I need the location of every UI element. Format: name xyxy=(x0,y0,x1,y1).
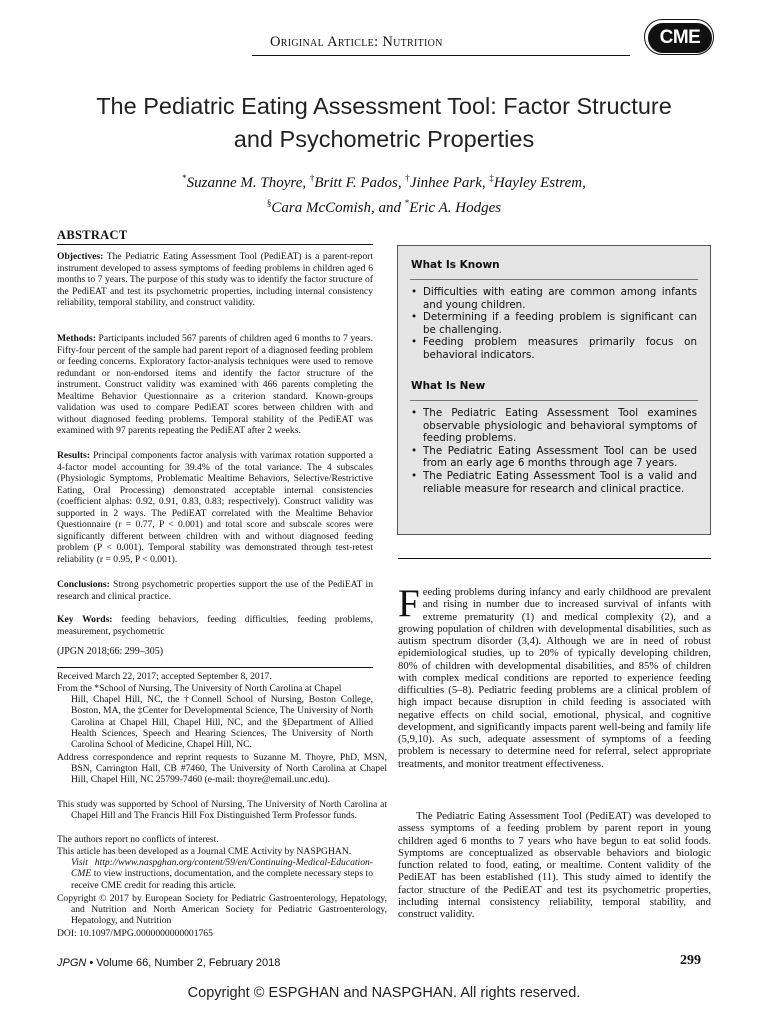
received-date: Received March 22, 2017; accepted September 8, 2017. xyxy=(57,671,272,682)
objectives-label: Objectives: xyxy=(57,251,104,262)
known-rule xyxy=(410,279,698,280)
author-list xyxy=(40,168,728,218)
author-name: Britt F. Pados, xyxy=(314,175,406,191)
correspondence-address: Address correspondence and reprint requests to Suzanne M. Thoyre, PhD, MSN, BSN, Carrington Hall, CB #7460, The University of North Carolina at Chapel Hill, Chapel Hill, NC 25799-7460 (e-mail: thoyre@email.unc.edu). xyxy=(57,752,387,786)
author-name: Jinhee Park, xyxy=(409,175,490,191)
title-line-1: The Pediatric Eating Assessment Tool: Factor Structure xyxy=(96,93,672,119)
copyright-banner: Copyright © ESPGHAN and NASPGHAN. All rights reserved. xyxy=(187,985,581,1001)
what-is-known-heading: What Is Known xyxy=(411,259,500,271)
copyright-statement: Copyright © 2017 by European Society for Pediatric Gastroenterology, Hepatology, and Nutrition and North American Society for Pediatric Gastroenterology, Hepatology, and Nutrition xyxy=(57,893,387,927)
what-is-new-heading: What Is New xyxy=(411,380,486,392)
footnote-rule xyxy=(57,667,373,668)
affiliations-rest: Hill, Chapel Hill, NC, the †Connell School of Nursing, Boston College, Boston, MA, the ‡Center for Developmental Science, The University of North Carolina at Chapel Hill, Chapel Hill, NC, and the §Department of Allied Health Sciences, Speech and Hearing Sciences, The University of North Carolina School of Medicine, Chapel Hill, NC. xyxy=(71,694,373,751)
conflicts-statement: The authors report no conflicts of interest. xyxy=(57,834,219,845)
conclusions-label: Conclusions: xyxy=(57,579,110,590)
cme-note-rest xyxy=(57,857,373,891)
journal-abbrev: JPGN xyxy=(57,957,87,969)
cme-note-first: This article has been developed as a Journal CME Activity by NASPGHAN. xyxy=(57,846,352,857)
affiliation-mark: † xyxy=(405,173,410,183)
what-is-known-list xyxy=(411,286,697,362)
affiliation-mark: * xyxy=(182,173,187,183)
body-rule xyxy=(398,558,711,559)
abstract-conclusions xyxy=(57,579,373,602)
objectives-text: The Pediatric Eating Assessment Tool (PediEAT) is a parent-report instrument developed to assess symptoms of feeding problems in children aged 6 months to 7 years. The purpose of this study was to identify the factor structure of the PediEAT and test its psychometric properties, including internal consistency reliability, temporal stability, and construct validity. xyxy=(57,251,373,309)
cme-link[interactable]: Visit http://www.naspghan.org/content/59/en/Continuing-Medical-Education-CME xyxy=(71,857,373,880)
list-item: • Feeding problem measures primarily focus on behavioral indicators. xyxy=(411,336,697,361)
title-line-2: and Psychometric Properties xyxy=(233,126,535,152)
cme-badge: CME xyxy=(648,23,712,53)
conclusions-text: Strong psychometric properties support the use of the PediEAT in research and clinical practice. xyxy=(57,579,373,602)
abstract-results xyxy=(57,450,373,565)
cme-note-tail: to view instructions, documentation, and the complete necessary steps to receive CME credit for reading this article. xyxy=(71,868,373,891)
author-name: Hayley Estrem, xyxy=(493,175,586,191)
results-text: Principal components factor analysis with varimax rotation supported a 4-factor model accounting for 39.4% of the total variance. The 4 subscales (Physiologic Symptoms, Problematic Mealtime Behaviors, Selective/Restrictive Eating, Oral Processing) demonstrated acceptable internal consistencies (coefficient alphas: 0.92, 0.91, 0.83, 0.83; respectively). Construct validity was supported in 2 ways. The PediEAT correlated with the Mealtime Behavior Questionnaire (r = 0.77, P < 0.001) and total score and subscale scores were significantly different between children with and without diagnosed feeding problem (P < 0.001). Temporal stability was demonstrated through test-retest reliability (r = 0.95, P < 0.001). xyxy=(57,450,373,565)
affiliation-mark: * xyxy=(404,198,410,208)
affiliation-mark: § xyxy=(266,198,272,208)
body-paragraph-2: The Pediatric Eating Assessment Tool (PediEAT) was developed to assess symptoms of a feeding problem by parent report in young children aged 6 months to 7 years who have begun to eat solid foods. Symptoms are conceptualized as observable behaviors and biologic function related to food, eating, or mealtime. Content validity of the PediEAT has been established (11). This study aimed to identify the factor structure of the PediEAT and test its psychometric properties, including internal consistency reliability, temporal stability, and construct validity. xyxy=(398,810,711,920)
article-title xyxy=(40,90,728,156)
paragraph-text: eeding problems during infancy and early childhood are prevalent and rising in number due to increased survival of infants with extreme prematurity (1) and medical complexity (2), and a growing population of children with developmental disabilities, such as autism spectrum disorder (3,4). Although we are in need of robust epidemiological studies, up to 20% of typically developing children, 80% of children with developmental disabilities, and 85% of children with complex medical conditions are reported to experience feeding difficulties (5–8). Pediatric feeding problems are a clinical problem of high impact because disruption in child feeding is associated with negative effects on child social, emotional, physical, and cognitive development, and significantly impacts parent well-being and family life (5,9,10). As such, adequate assessment of symptoms of a feeding problem is necessary to determine need for referral, select appropriate treatments, and monitor treatment effectiveness. xyxy=(398,586,711,770)
drop-cap: F xyxy=(398,582,420,625)
abstract-objectives xyxy=(57,251,373,309)
body-paragraph-1 xyxy=(398,582,711,770)
list-item: • The Pediatric Eating Assessment Tool examines observable physiologic and behavioral symptoms of feeding problems. xyxy=(411,407,697,445)
footer-journal-info xyxy=(57,957,280,969)
key-words xyxy=(57,614,373,637)
header-rule xyxy=(252,55,630,56)
what-is-new-list xyxy=(411,407,697,495)
page-number: 299 xyxy=(680,953,701,968)
results-label: Results: xyxy=(57,450,91,461)
affiliation-mark: † xyxy=(309,173,315,183)
list-item: • The Pediatric Eating Assessment Tool can be used from an early age 6 months through age 7 years. xyxy=(411,445,697,470)
affiliations-first: From the *School of Nursing, The University of North Carolina at Chapel xyxy=(57,683,342,694)
funding-statement: This study was supported by School of Nursing, The University of North Carolina at Chapel Hill and The Francis Hill Fox Distinguished Term Professor funds. xyxy=(57,799,387,822)
abstract-heading: ABSTRACT xyxy=(57,228,128,242)
issue-info: • Volume 66, Number 2, February 2018 xyxy=(86,957,281,969)
abstract-rule xyxy=(57,244,373,245)
doi[interactable]: DOI: 10.1097/MPG.0000000000001765 xyxy=(57,928,213,939)
affiliation-mark: ‡ xyxy=(489,173,494,183)
abstract-methods xyxy=(57,333,373,437)
author-line-1 xyxy=(40,168,728,193)
author-name: Eric A. Hodges xyxy=(409,200,502,216)
keywords-text: feeding behaviors, feeding difficulties, feeding problems, measurement, psychometric xyxy=(57,614,373,637)
author-name: Suzanne M. Thoyre, xyxy=(186,175,310,191)
keywords-label: Key Words: xyxy=(57,614,113,625)
list-item: • The Pediatric Eating Assessment Tool is a valid and reliable measure for research and clinical practice. xyxy=(411,470,697,495)
methods-text: Participants included 567 parents of children aged 6 months to 7 years. Fifty-four percent of the sample had parent report of a diagnosed feeding problem or feeding concerns. Exploratory factor-analysis techniques were used to remove redundant or non-endorsed items and identify the factor structure of the instrument. Construct validity was examined with 466 parents completing the Mealtime Behavior Questionnaire as a criterion standard. Known-groups validation was used to compare PediEAT scores between children with and without diagnosed feeding problems. Temporal stability of the PediEAT was examined with 97 parents repeating the PediEAT after 2 weeks. xyxy=(57,333,373,437)
new-rule xyxy=(410,400,698,401)
section-label: Original Article: Nutrition xyxy=(270,34,443,50)
cme-note xyxy=(57,846,373,891)
list-item: • Difficulties with eating are common among infants and young children. xyxy=(411,286,697,311)
author-name: Cara McComish, and xyxy=(271,200,405,216)
affiliations xyxy=(57,683,373,750)
author-line-2 xyxy=(40,193,728,218)
methods-label: Methods: xyxy=(57,333,96,344)
list-item: • Determining if a feeding problem is significant can be challenging. xyxy=(411,311,697,336)
key-points-box xyxy=(397,245,711,535)
journal-citation: (JPGN 2018;66: 299–305) xyxy=(57,646,164,657)
